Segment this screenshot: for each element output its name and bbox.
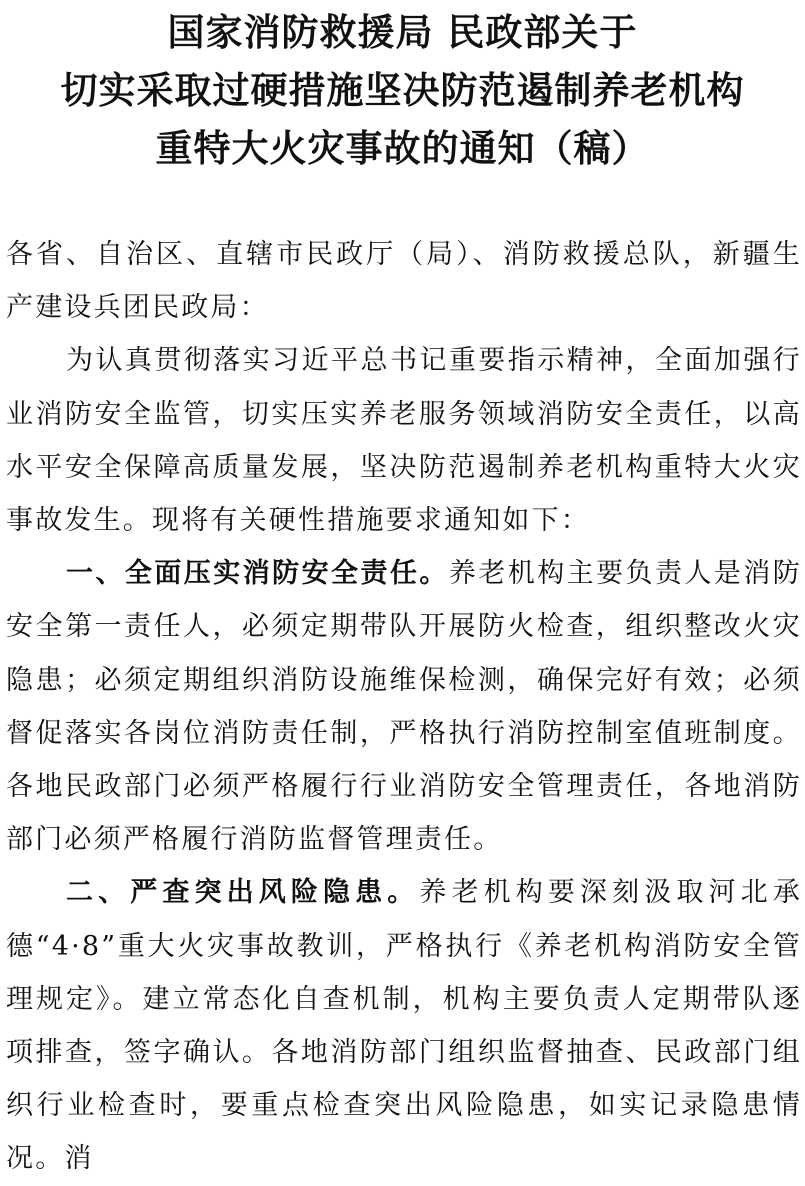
document-title [0,4,805,178]
section-heading-1: 一、全面压实消防安全责任。 [66,558,449,590]
intro-paragraph: 为认真贯彻落实习近平总书记重要指示精神，全面加强行业消防安全监管，切实压实养老服务领域消防安全责任，以高水平安全保障高质量发展，坚决防范遏制养老机构重特大火灾事故发生。现将有关硬性措施要求通知如下： [6,345,802,537]
section-paragraph-1 [6,547,802,866]
title-line-3: 重特大火灾事故的通知（稿） [155,127,650,170]
section-text-1: 养老机构主要负责人是消防安全第一责任人，必须定期带队开展防火检查，组织整改火灾隐患；必须定期组织消防设施维保检测，确保完好有效；必须督促落实各岗位消防责任制，严格执行消防控制室值班制度。各地民政部门必须严格履行行业消防安全管理责任，各地消防部门必须严格履行消防监督管理责任。 [6,558,802,856]
title-line-2: 切实采取过硬措施坚决防范遏制养老机构 [60,69,745,112]
addressee-paragraph: 各省、自治区、直辖市民政厅（局）、消防救援总队，新疆生产建设兵团民政局： [6,239,802,324]
title-line-1: 国家消防救援局 民政部关于 [167,11,638,54]
section-heading-2: 二、严查突出风险隐患。 [66,877,420,909]
section-text-2: 养老机构要深刻汲取河北承德“4·8”重大火灾事故教训，严格执行《养老机构消防安全管理规定》。建立常态化自查机制，机构主要负责人定期带队逐项排查，签字确认。各地消防部门组织监督抽查、民政部门组织行业检查时，要重点检查突出风险隐患，如实记录隐患情况。消 [6,877,803,1175]
section-paragraph-2 [6,866,802,1185]
document-body [6,228,802,1186]
